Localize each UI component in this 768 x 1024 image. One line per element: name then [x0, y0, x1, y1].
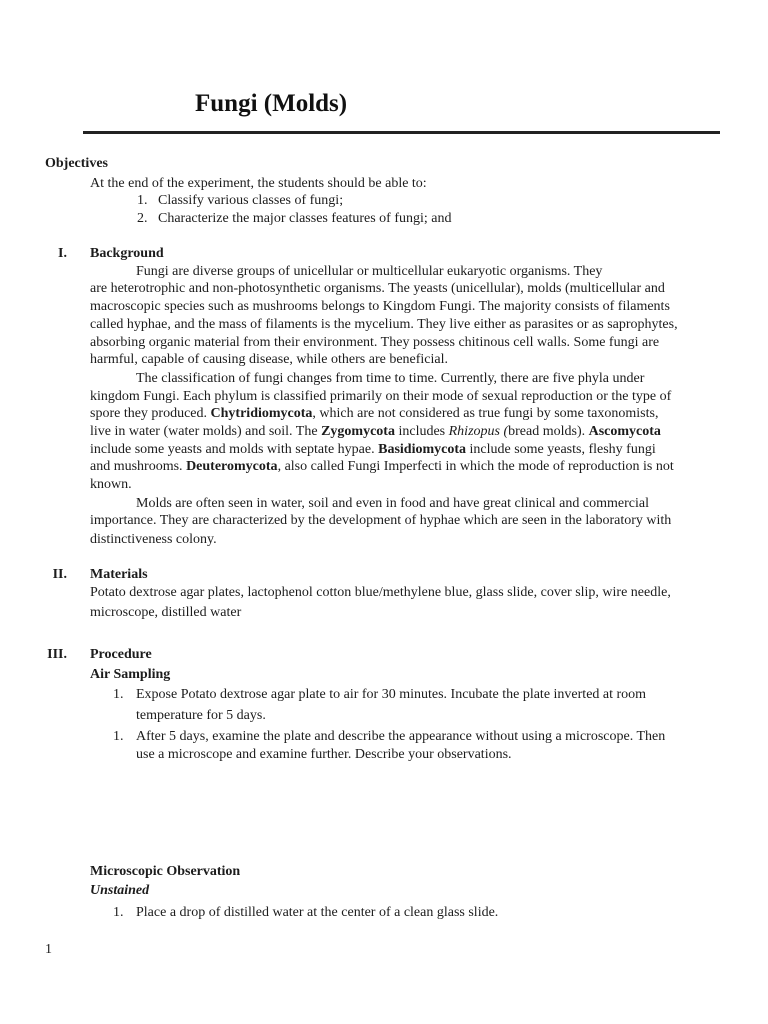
paragraph-line [90, 476, 132, 494]
paragraph-line [90, 388, 671, 406]
paragraph-line: harmful, capable of causing disease, while others are beneficial. [90, 352, 449, 367]
step-number: 1. [113, 729, 124, 744]
text-run: known. [90, 477, 132, 492]
objective-item-number: 1. [137, 193, 148, 208]
phylum-name: Chytridiomycota [210, 406, 313, 421]
materials-line: Potato dextrose agar plates, lactophenol cotton blue/methylene blue, glass slide, cover slip, wire needle, [90, 585, 671, 600]
paragraph-line: distinctiveness colony. [90, 532, 217, 547]
step-line: temperature for 5 days. [136, 708, 266, 723]
paragraph-line: macroscopic species such as mushrooms belongs to Kingdom Fungi. The majority consists of filaments [90, 299, 670, 314]
step-line: Expose Potato dextrose agar plate to air for 30 minutes. Incubate the plate inverted at room [136, 687, 647, 702]
step-line: use a microscope and examine further. Describe your observations. [136, 747, 512, 762]
text-run: The classification of fungi changes from time to time. Currently, there are five phyla under [136, 371, 645, 386]
step-number: 1. [113, 905, 124, 920]
text-run: include some yeasts and molds with septate hypae. [90, 442, 379, 457]
objective-item-text: Classify various classes of fungi; [158, 193, 344, 208]
phylum-name: Basidiomycota [378, 442, 466, 457]
text-run: , also called Fungi Imperfecti in which the mode of reproduction is not [277, 459, 674, 474]
section-numeral: III. [47, 647, 67, 662]
paragraph-line [90, 441, 656, 459]
phylum-name: Ascomycota [588, 424, 661, 439]
paragraph-line: are heterotrophic and non-photosynthetic organisms. The yeasts (unicellular), molds (multicellular and [90, 281, 665, 296]
paragraph-line: absorbing organic material from their environment. They possess chitinous cell walls. Some fungi are [90, 335, 660, 350]
step-line: Place a drop of distilled water at the center of a clean glass slide. [136, 905, 499, 920]
text-run: and mushrooms. [90, 459, 187, 474]
page-number: 1 [45, 942, 52, 957]
unstained-subheading: Unstained [90, 883, 150, 898]
paragraph-line [90, 423, 661, 441]
materials-line: microscope, distilled water [90, 605, 242, 620]
phylum-name: Deuteromycota [186, 459, 278, 474]
step-line: After 5 days, examine the plate and describe the appearance without using a microscope. Then [136, 729, 666, 744]
microscopic-observation-heading: Microscopic Observation [90, 864, 241, 879]
paragraph-line: importance. They are characterized by the development of hyphae which are seen in the laboratory with [90, 513, 672, 528]
paragraph-line: called hyphae, and the mass of filaments is the mycelium. They live either as parasites or as saprophytes, [90, 317, 678, 332]
title-divider [83, 131, 720, 134]
paragraph-line [136, 370, 644, 388]
text-run: bread molds). [508, 424, 589, 439]
air-sampling-heading: Air Sampling [90, 667, 171, 682]
objective-item-number: 2. [137, 211, 148, 226]
section-numeral: I. [58, 246, 67, 261]
paragraph-line [90, 458, 674, 476]
text-run: kingdom Fungi. Each phylum is classified primarily on their mode of sexual reproduction or the type of [90, 389, 672, 404]
objective-item-text: Characterize the major classes features of fungi; and [158, 211, 452, 226]
objectives-intro: At the end of the experiment, the students should be able to: [90, 176, 427, 191]
text-run: , which are not considered as true fungi by some taxonomists, [312, 406, 659, 421]
document-title: Fungi (Molds) [195, 90, 348, 117]
procedure-heading: Procedure [90, 647, 152, 662]
section-numeral: II. [52, 567, 67, 582]
text-run: live in water (water molds) and soil. The [90, 424, 322, 439]
text-run: include some yeasts, fleshy fungi [466, 442, 656, 457]
materials-heading: Materials [90, 567, 148, 582]
paragraph-line: Molds are often seen in water, soil and even in food and have great clinical and commercial [136, 496, 649, 511]
paragraph-line [90, 405, 658, 423]
phylum-name: Zygomycota [321, 424, 395, 439]
text-run: includes [394, 424, 449, 439]
text-run: spore they produced. [90, 406, 211, 421]
paragraph-line: Fungi are diverse groups of unicellular or multicellular eukaryotic organisms. They [136, 264, 603, 279]
genus-name: Rhizopus ( [448, 424, 509, 439]
step-number: 1. [113, 687, 124, 702]
objectives-heading: Objectives [45, 156, 108, 171]
background-heading: Background [90, 246, 164, 261]
